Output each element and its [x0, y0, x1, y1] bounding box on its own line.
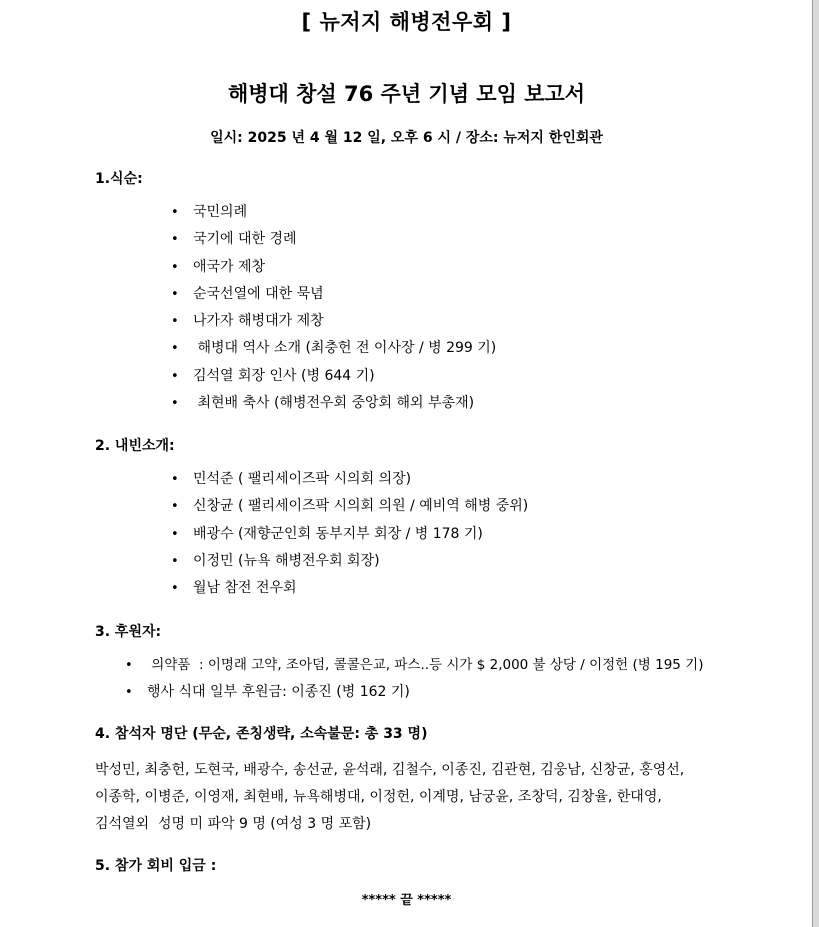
page-edge: [812, 0, 819, 927]
bullet-icon: •: [171, 553, 179, 569]
guests-list: [171, 466, 529, 602]
section-heading-fees: 5. 참가 회비 입금 :: [95, 858, 217, 874]
report-title: 해병대 창설 76 주년 기념 모임 보고서: [227, 82, 586, 106]
end-mark: ***** 끝 *****: [361, 893, 452, 908]
org-header: [ 뉴저지 해병전우회 ]: [301, 10, 512, 34]
list-item: • 신창균 ( 팰리세이즈팍 시의회 의원 / 예비역 해병 중위): [193, 493, 528, 520]
ceremony-list: [171, 199, 497, 417]
list-item: • 최현배 축사 (해병전우회 중앙회 해외 부총재): [193, 390, 496, 417]
bullet-icon: •: [171, 314, 179, 330]
section-heading-attendees: 4. 참석자 명단 (무순, 존칭생략, 소속불문: 총 33 명): [95, 726, 428, 742]
attendee-line: 이종학, 이병준, 이영재, 최현배, 뉴욕해병대, 이정헌, 이계명, 남궁윤, 조창덕, 김창율, 한대영,: [95, 789, 662, 805]
list-item: • 애국가 제창: [193, 254, 496, 281]
list-item: • 국민의례: [193, 199, 496, 226]
bullet-icon: •: [171, 259, 179, 275]
section-heading-guests: 2. 내빈소개:: [95, 438, 175, 454]
bullet-icon: •: [171, 286, 179, 302]
list-item: • 김석열 회장 인사 (병 644 기): [193, 363, 496, 390]
bullet-icon: •: [171, 232, 179, 248]
bullet-icon: •: [171, 368, 179, 384]
bullet-icon: •: [171, 341, 179, 357]
section-heading-sponsors: 3. 후원자:: [95, 624, 162, 640]
list-item: • 민석준 ( 팰리세이즈팍 시의회 의장): [193, 466, 528, 493]
section-heading-ceremony: 1.식순:: [95, 171, 143, 187]
bullet-icon: •: [171, 472, 179, 487]
bullet-icon: •: [171, 499, 179, 515]
bullet-icon: •: [171, 205, 179, 220]
bullet-icon: •: [171, 526, 179, 542]
list-item: • 이정민 (뉴욕 해병전우회 회장): [193, 548, 528, 575]
attendee-names: [95, 757, 795, 838]
bullet-icon: •: [171, 581, 179, 597]
list-item: • 해병대 역사 소개 (최충헌 전 이사장 / 병 299 기): [193, 335, 496, 362]
bullet-icon: •: [125, 658, 133, 673]
list-item: • 국기에 대한 경례: [193, 226, 496, 253]
list-item: • 순국선열에 대한 묵념: [193, 281, 496, 308]
attendee-line: 박성민, 최충헌, 도현국, 배광수, 송선균, 윤석래, 김철수, 이종진, 김관현, 김웅남, 신창균, 홍영선,: [95, 762, 685, 778]
date-location-line: 일시: 2025 년 4 월 12 일, 오후 6 시 / 장소: 뉴저지 한인회관: [210, 130, 603, 146]
bullet-icon: •: [125, 685, 133, 701]
list-item: • 의약품 : 이명래 고약, 조아덤, 콜콜은교, 파스..등 시가 $ 2,000 불 상당 / 이정헌 (병 195 기): [147, 652, 703, 679]
attendee-line: 김석열외 성명 미 파악 9 명 (여성 3 명 포함): [95, 816, 372, 832]
bullet-icon: •: [171, 396, 179, 412]
list-item: • 월남 참전 전우회: [193, 575, 528, 602]
list-item: • 행사 식대 일부 후원금: 이종진 (병 162 기): [147, 679, 703, 706]
list-item: • 나가자 해병대가 제창: [193, 308, 496, 335]
list-item: • 배광수 (재향군인회 동부지부 회장 / 병 178 기): [193, 521, 528, 548]
sponsors-list: [125, 652, 704, 707]
